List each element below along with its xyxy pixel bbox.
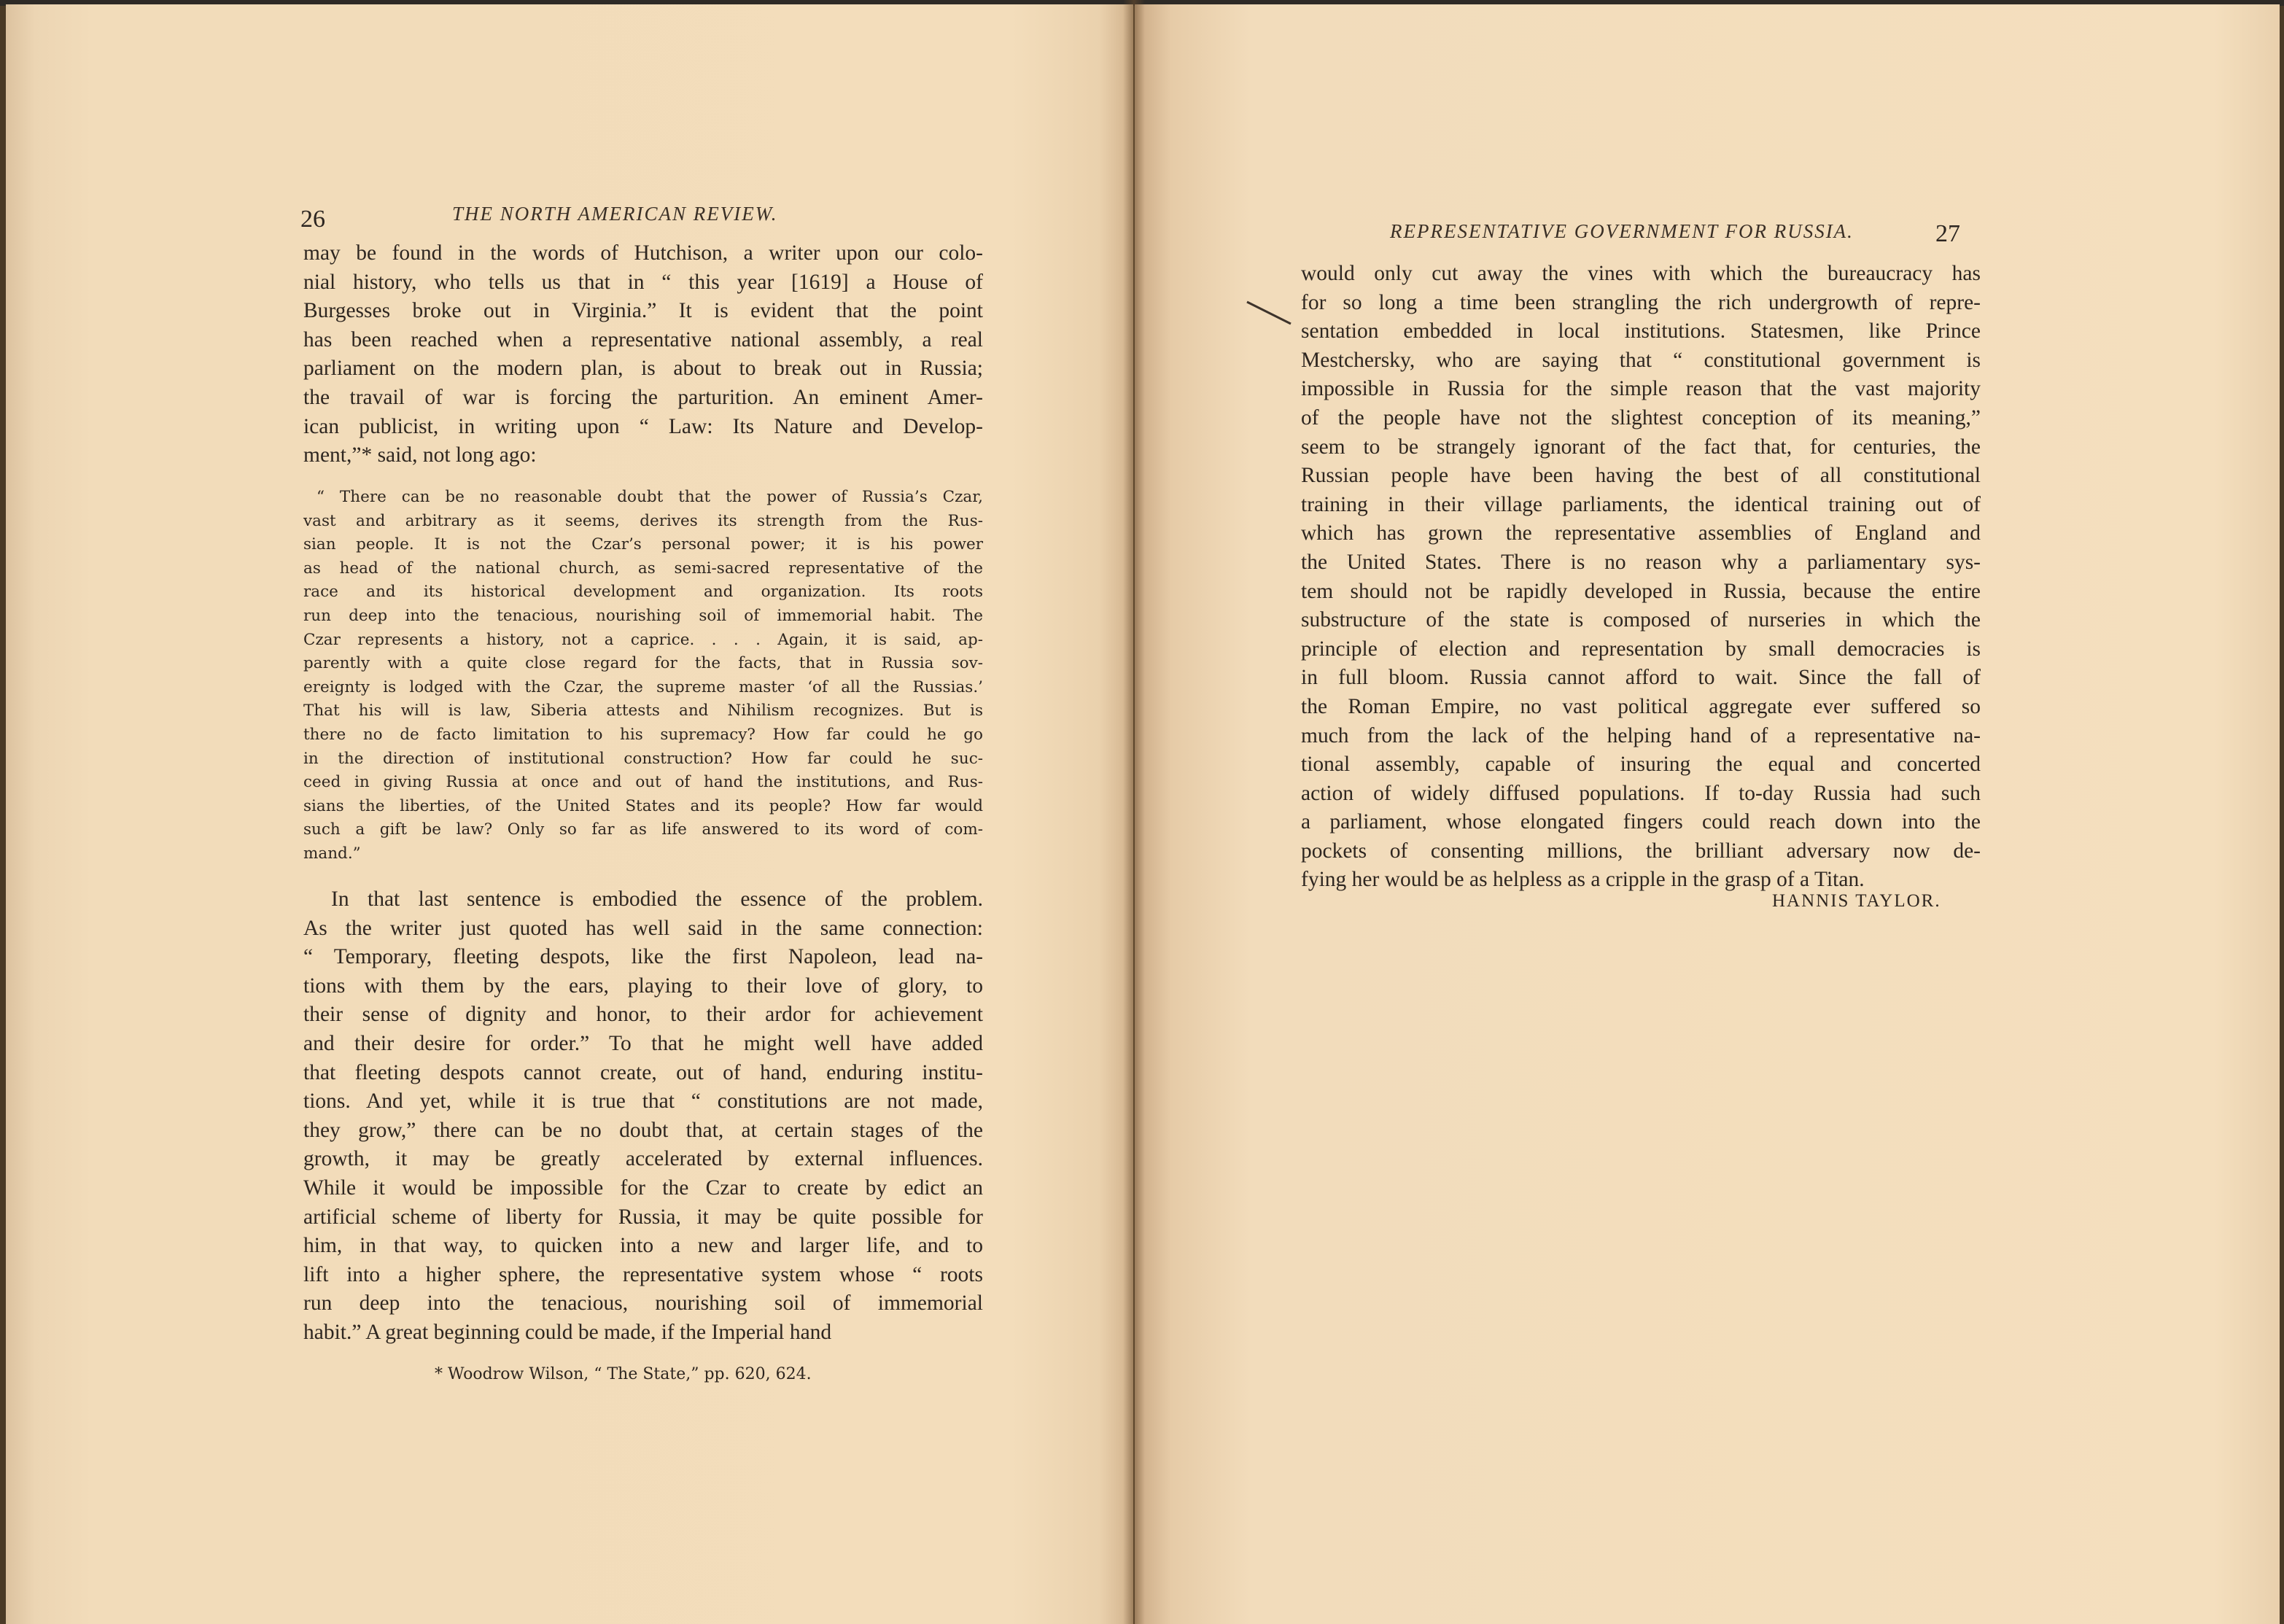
- page-number: 27: [1935, 220, 1960, 247]
- text-line: they grow,” there can be no doubt that, at certain stages of the: [303, 1118, 983, 1142]
- text-line: ment,”* said, not long ago:: [303, 443, 537, 467]
- text-line: which has grown the representative assemblies of England and: [1301, 521, 1981, 545]
- text-line: would only cut away the vines with which the bureaucracy has: [1301, 262, 1981, 285]
- text-line: there no de facto limitation to his supremacy? How far could he go: [303, 725, 983, 744]
- text-line: ereignty is lodged with the Czar, the supreme master ‘of all the Russias.’: [303, 677, 983, 696]
- page-number: 26: [300, 206, 325, 233]
- running-head: REPRESENTATIVE GOVERNMENT FOR RUSSIA.: [1390, 220, 1854, 242]
- text-line: pockets of consenting millions, the brilliant adversary now de-: [1301, 839, 1981, 863]
- text-line: “ Temporary, fleeting despots, like the first Napoleon, lead na-: [303, 945, 983, 969]
- paragraph: [1301, 260, 1981, 895]
- text-line: lift into a higher sphere, the representative system whose “ roots: [303, 1262, 983, 1286]
- text-line: of the people have not the slightest conception of its meaning,”: [1301, 405, 1981, 430]
- text-line: growth, it may be greatly accelerated by external influences.: [303, 1147, 983, 1171]
- text-line: impossible in Russia for the simple reason that the vast majority: [1301, 377, 1981, 401]
- text-line: as head of the national church, as semi-sacred representative of the: [303, 559, 983, 578]
- text-line: Czar represents a history, not a caprice. . . . Again, it is said, ap-: [303, 630, 983, 649]
- text-line: ceed in giving Russia at once and out of hand the institutions, and Rus-: [303, 773, 983, 792]
- text-line: tem should not be rapidly developed in Russia, because the entire: [1301, 579, 1981, 603]
- text-line: sians the liberties, of the United States and its people? How far would: [303, 796, 983, 815]
- text-line: nial history, who tells us that in “ this year [1619] a House of: [303, 270, 983, 294]
- text-line: Burgesses broke out in Virginia.” It is evident that the point: [303, 299, 983, 323]
- text-line: in the direction of institutional construction? How far could he suc-: [303, 749, 983, 768]
- text-line: him, in that way, to quicken into a new and larger life, and to: [303, 1234, 983, 1258]
- text-line: much from the lack of the helping hand of a representative na-: [1301, 723, 1981, 747]
- text-line: While it would be impossible for the Czar to create by edict an: [303, 1176, 983, 1200]
- block-quote: [303, 486, 983, 866]
- text-line: ican publicist, in writing upon “ Law: Its Nature and Develop-: [303, 414, 983, 438]
- text-line: tions. And yet, while it is true that “ constitutions are not made,: [303, 1089, 983, 1114]
- text-line: “ There can be no reasonable doubt that the power of Russia’s Czar,: [316, 488, 983, 506]
- text-line: substructure of the state is composed of nurseries in which the: [1301, 608, 1981, 632]
- text-line: the Roman Empire, no vast political aggregate ever suffered so: [1301, 694, 1981, 718]
- paragraph-2: [303, 885, 983, 1348]
- text-line: training in their village parliaments, the identical training out of: [1301, 492, 1981, 516]
- text-line: has been reached when a representative national assembly, a real: [303, 327, 983, 351]
- text-line: parliament on the modern plan, is about to break out in Russia;: [303, 357, 983, 381]
- text-line: in full bloom. Russia cannot afford to wait. Since the fall of: [1301, 666, 1981, 690]
- text-line: fying her would be as helpless as a cripple in the grasp of a Titan.: [1301, 868, 1865, 892]
- text-line: their sense of dignity and honor, to their ardor for achievement: [303, 1003, 983, 1027]
- running-head: THE NORTH AMERICAN REVIEW.: [452, 203, 778, 225]
- text-line: a parliament, whose elongated fingers could reach down into the: [1301, 810, 1981, 834]
- text-line: sentation embedded in local institutions. Statesmen, like Prince: [1301, 319, 1981, 343]
- text-line: vast and arbitrary as it seems, derives its strength from the Rus-: [303, 511, 983, 530]
- right-page: [1135, 4, 2280, 1624]
- margin-pencil-mark: [1244, 299, 1295, 328]
- text-line: action of widely diffused populations. If to-day Russia had such: [1301, 781, 1981, 805]
- text-line: Russian people have been having the best of all constitutional: [1301, 464, 1981, 488]
- text-line: tional assembly, capable of insuring the equal and concerted: [1301, 753, 1981, 777]
- footnote: * Woodrow Wilson, “ The State,” pp. 620, 624.: [435, 1365, 812, 1383]
- text-line: artificial scheme of liberty for Russia, it may be quite possible for: [303, 1205, 983, 1229]
- paragraph-1: [303, 239, 983, 470]
- text-line: may be found in the words of Hutchison, a writer upon our colo-: [303, 241, 983, 265]
- signature: HANNIS TAYLOR.: [1772, 891, 1941, 911]
- text-line: tions with them by the ears, playing to their love of glory, to: [303, 974, 983, 998]
- text-line: and their desire for order.” To that he might well have added: [303, 1031, 983, 1055]
- text-line: the United States. There is no reason why a parliamentary sys-: [1301, 550, 1981, 574]
- text-line: principle of election and representation by small democracies is: [1301, 637, 1981, 661]
- text-line: sian people. It is not the Czar’s personal power; it is his power: [303, 535, 983, 554]
- text-line: for so long a time been strangling the rich undergrowth of repre-: [1301, 290, 1981, 314]
- text-line: that fleeting despots cannot create, out of hand, enduring institu-: [303, 1060, 983, 1084]
- book-gutter: [1123, 0, 1145, 1624]
- text-line: such a gift be law? Only so far as life answered to its word of com-: [303, 820, 983, 839]
- text-line: In that last sentence is embodied the essence of the problem.: [331, 887, 983, 911]
- text-line: race and its historical development and organization. Its roots: [303, 583, 983, 602]
- text-line: That his will is law, Siberia attests and Nihilism recognizes. But is: [303, 702, 983, 720]
- text-line: As the writer just quoted has well said in the same connection:: [303, 916, 983, 940]
- text-line: seem to be strangely ignorant of the fact that, for centuries, the: [1301, 435, 1981, 459]
- text-line: parently with a quite close regard for the facts, that in Russia sov-: [303, 654, 983, 673]
- text-line: habit.” A great beginning could be made, if the Imperial hand: [303, 1320, 832, 1344]
- text-line: run deep into the tenacious, nourishing soil of immemorial habit. The: [303, 606, 983, 625]
- text-line: the travail of war is forcing the parturition. An eminent Amer-: [303, 385, 983, 409]
- text-line: mand.”: [303, 844, 361, 863]
- left-page: [6, 4, 1133, 1624]
- text-line: run deep into the tenacious, nourishing soil of immemorial: [303, 1291, 983, 1316]
- text-line: Mestchersky, who are saying that “ constitutional government is: [1301, 348, 1981, 372]
